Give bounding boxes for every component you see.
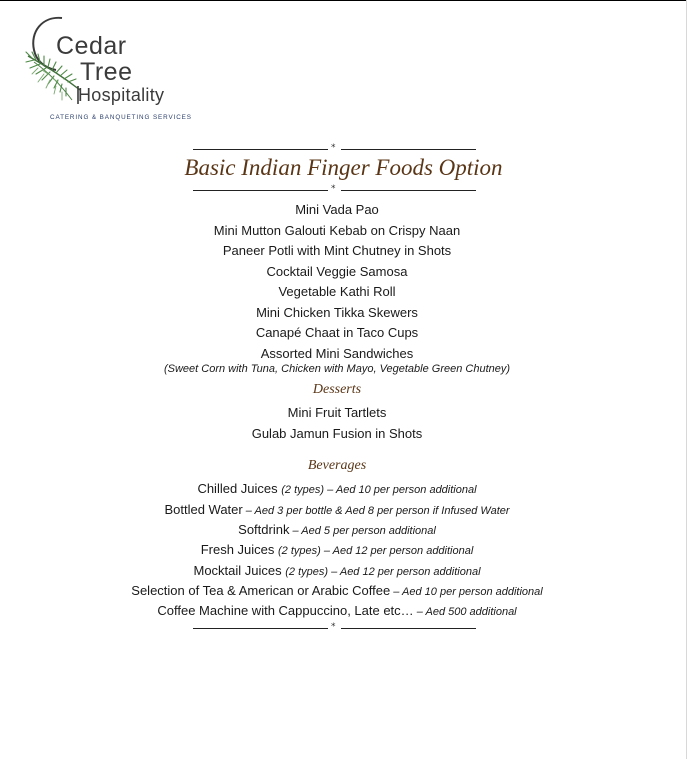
logo-word-tree: Tree	[80, 58, 133, 86]
ornament-star-icon: *	[331, 184, 336, 194]
beverage-item: Mocktail Juices (2 types) – Aed 12 per person additional	[193, 563, 481, 578]
logo-word-hospitality: Hospitality	[78, 85, 165, 105]
menu-title: Basic Indian Finger Foods Option	[184, 155, 503, 180]
dessert-item: Mini Fruit Tartlets	[287, 405, 387, 420]
beverage-item: Coffee Machine with Cappuccino, Late etc… – Aed 500 additional	[157, 603, 517, 618]
beverage-item: Softdrink – Aed 5 per person additional	[238, 522, 436, 537]
logo-word-cedar: Cedar	[56, 32, 127, 60]
menu-item: Mini Chicken Tikka Skewers	[256, 305, 418, 320]
dessert-item: Gulab Jamun Fusion in Shots	[251, 426, 423, 441]
menu-item: Cocktail Veggie Samosa	[266, 264, 408, 279]
section-heading-desserts: Desserts	[312, 382, 362, 397]
ornament-divider-title	[193, 185, 476, 195]
company-logo	[22, 12, 192, 124]
ornament-star-icon: *	[331, 143, 336, 153]
beverage-item: Bottled Water – Aed 3 per bottle & Aed 8 per person if Infused Water	[164, 502, 510, 517]
menu-item: Vegetable Kathi Roll	[278, 284, 396, 299]
menu-item: Canapé Chaat in Taco Cups	[255, 325, 419, 340]
beverage-item: Selection of Tea & American or Arabic Coffee – Aed 10 per person additional	[131, 583, 543, 598]
menu-item: Mini Vada Pao	[295, 202, 379, 217]
section-heading-beverages: Beverages	[307, 458, 367, 473]
ornament-divider-bottom	[193, 623, 476, 633]
menu-item: Assorted Mini Sandwiches	[260, 346, 414, 361]
menu-item: Mini Mutton Galouti Kebab on Crispy Naan	[213, 223, 461, 238]
beverage-item: Fresh Juices (2 types) – Aed 12 per person additional	[200, 542, 474, 557]
beverage-item: Chilled Juices (2 types) – Aed 10 per person additional	[197, 481, 477, 496]
ornament-star-icon: *	[331, 622, 336, 632]
logo-tagline: CATERING & BANQUETING SERVICES	[50, 114, 192, 121]
ornament-divider-top	[193, 144, 476, 154]
sandwich-note: (Sweet Corn with Tuna, Chicken with Mayo, Vegetable Green Chutney)	[163, 363, 511, 375]
menu-item: Paneer Potli with Mint Chutney in Shots	[222, 243, 452, 258]
top-border	[0, 0, 687, 1]
